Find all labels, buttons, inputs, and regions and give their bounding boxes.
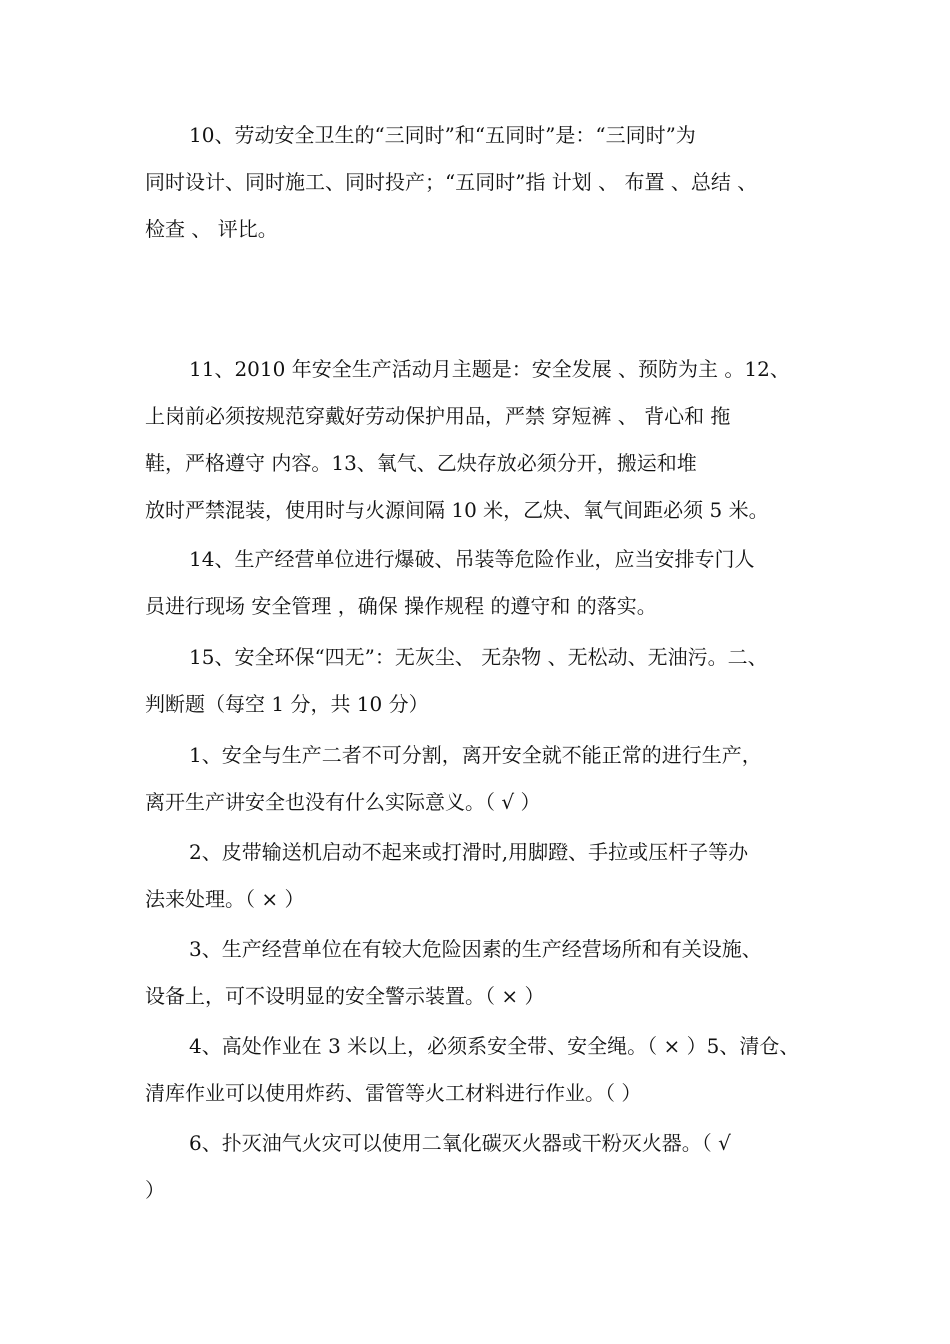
paragraph-15-line-2: 判断题（每空 1 分，共 10 分） [145,692,429,716]
paragraph-11-line-2: 上岗前必须按规范穿戴好劳动保护用品，严禁 穿短裤 、 背心和 拖 [145,404,731,428]
judgment-6-line-2: ） [145,1178,165,1202]
paragraph-10-line-3: 检查 、 评比。 [145,217,278,241]
paragraph-10-line-2: 同时设计、同时施工、同时投产；“五同时”指 计划 、 布置 、总结 、 [145,170,758,194]
judgment-4-5-line-2: 清库作业可以使用炸药、雷管等火工材料进行作业。（ ） [145,1081,642,1105]
paragraph-15-line-1: 15、安全环保“四无”：无灰尘、 无杂物 、无松动、无油污。二、 [189,645,768,669]
paragraph-11-line-1: 11、2010 年安全生产活动月主题是：安全发展 、预防为主 。12、 [189,357,790,381]
judgment-4-5-line-1: 4、高处作业在 3 米以上，必须系安全带、安全绳。（ × ）5、清仓、 [189,1034,800,1058]
paragraph-10-line-1: 10、劳动安全卫生的“三同时”和“五同时”是：“三同时”为 [189,123,696,147]
paragraph-14-line-2: 员进行现场 安全管理 ，确保 操作规程 的遵守和 的落实。 [145,594,657,618]
paragraph-14-line-1: 14、生产经营单位进行爆破、吊装等危险作业，应当安排专门人 [189,547,755,571]
judgment-3-line-1: 3、生产经营单位在有较大危险因素的生产经营场所和有关设施、 [189,937,762,961]
judgment-1-line-1: 1、安全与生产二者不可分割，离开安全就不能正常的进行生产， [189,743,762,767]
judgment-6-line-1: 6、扑灭油气火灾可以使用二氧化碳灭火器或干粉灭火器。（ √ [189,1131,731,1155]
judgment-2-line-2: 法来处理。（ × ） [145,887,305,911]
judgment-3-line-2: 设备上，可不设明显的安全警示装置。（ × ） [145,984,545,1008]
paragraph-11-line-4: 放时严禁混装，使用时与火源间隔 10 米，乙炔、氧气间距必须 5 米。 [145,498,769,522]
judgment-2-line-1: 2、皮带输送机启动不起来或打滑时,用脚蹬、手拉或压杆子等办 [189,840,749,864]
paragraph-11-line-3: 鞋，严格遵守 内容。13、氧气、乙炔存放必须分开，搬运和堆 [145,451,697,475]
judgment-1-line-2: 离开生产讲安全也没有什么实际意义。（ √ ） [145,790,541,814]
